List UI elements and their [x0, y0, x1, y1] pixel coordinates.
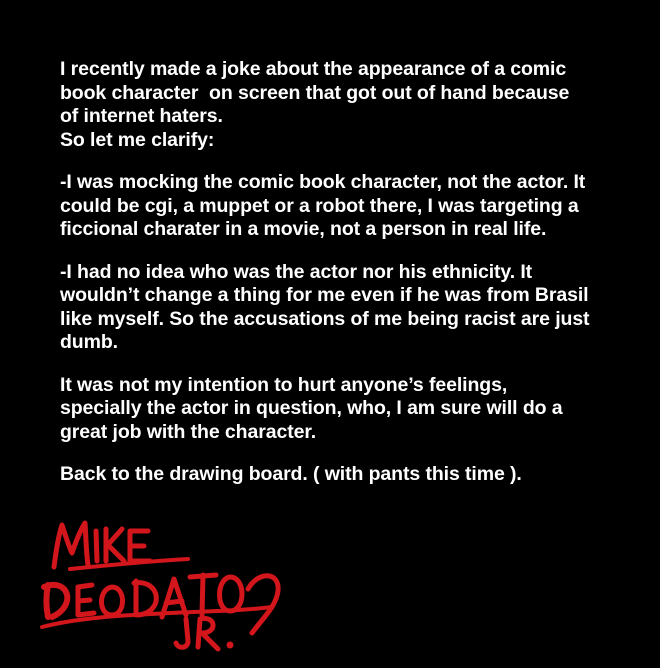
text-line: So let me clarify:	[60, 128, 215, 151]
text-line: -I had no idea who was the actor nor his ethnicity. It	[60, 260, 533, 283]
text-line: could be cgi, a muppet or a robot there, I was targeting a	[60, 194, 579, 217]
signature-stroke-j	[176, 619, 188, 647]
signature-stroke-i	[96, 531, 97, 561]
text-line: -I was mocking the comic book character, not the actor. It	[60, 171, 586, 193]
paragraph-spacer	[60, 242, 650, 261]
signature-stroke-d2	[134, 581, 156, 615]
signature-stroke-t	[190, 575, 216, 615]
signature-stroke-r	[198, 618, 218, 649]
text-line: great job with the character.	[60, 420, 317, 443]
paragraph-closing	[60, 463, 650, 487]
paragraph-intention	[60, 374, 650, 445]
text-line: wouldn’t change a thing for me even if he was from Brasil	[60, 284, 589, 306]
text-line: Back to the drawing board. ( with pants this time ).	[60, 463, 522, 485]
signature-stroke-d	[44, 585, 67, 617]
paragraph-intro	[60, 58, 650, 152]
signature-stroke-o	[102, 587, 123, 615]
paragraph-ethnicity	[60, 261, 650, 355]
statement-text	[60, 58, 650, 487]
signature-stroke-e	[130, 531, 150, 561]
signature-stroke-m	[54, 523, 88, 567]
paragraph-spacer	[60, 444, 650, 463]
signature-stroke-k	[106, 529, 124, 561]
signature-logo	[40, 515, 290, 655]
text-line: specially the actor in question, who, I am sure will do a	[60, 397, 563, 419]
text-line: dumb.	[60, 331, 118, 353]
text-line: I recently made a joke about the appearance of a comic	[60, 58, 567, 80]
text-line: ficcional charater in a movie, not a person in real life.	[60, 218, 547, 240]
text-line: of internet haters.	[60, 105, 223, 127]
text-line: It was not my intention to hurt anyone’s feelings,	[60, 373, 508, 396]
paragraph-spacer	[60, 355, 650, 374]
paragraph-spacer	[60, 152, 650, 171]
paragraph-mocking	[60, 171, 650, 242]
signature-stroke-o2	[220, 577, 243, 611]
signature-flourish	[248, 576, 278, 633]
signature-dot	[227, 642, 234, 649]
text-line: like myself. So the accusations of me being racist are just	[60, 307, 590, 330]
text-line: book character on screen that got out of hand because	[60, 81, 570, 104]
signature-stroke-e2	[78, 585, 94, 615]
